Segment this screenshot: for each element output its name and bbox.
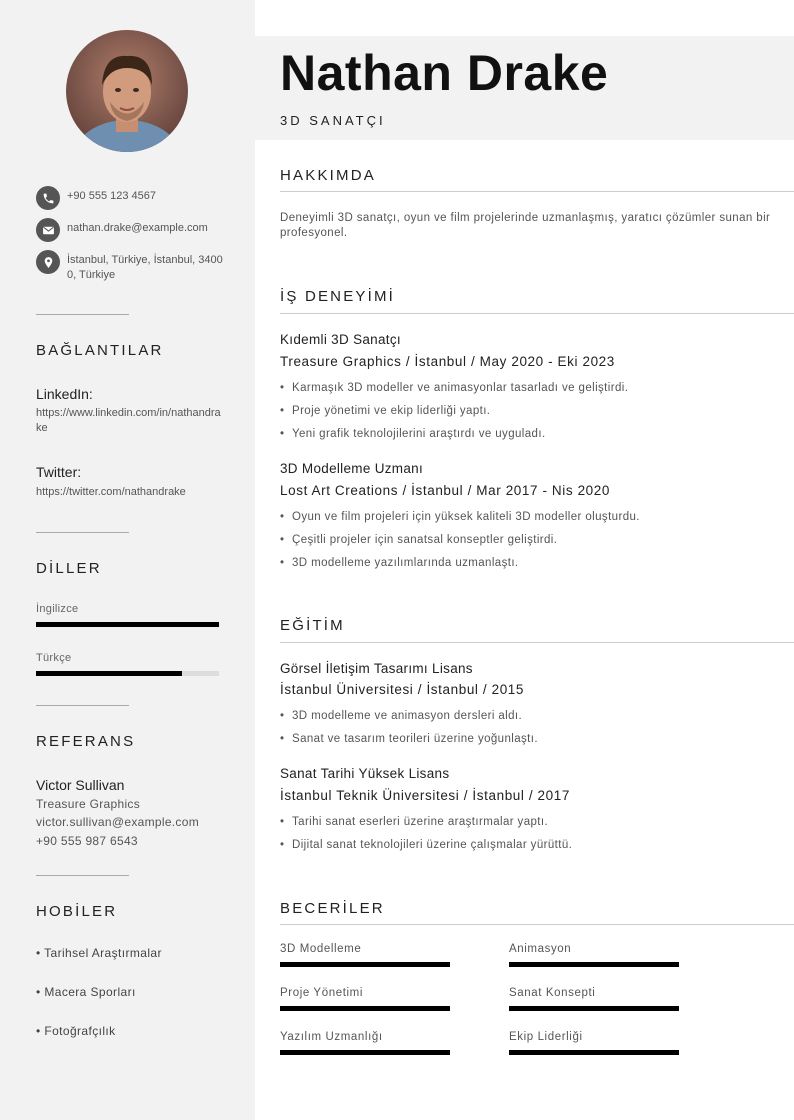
education-heading: EĞİTİM: [280, 617, 345, 634]
avatar: [66, 30, 188, 152]
language-label: İngilizce: [36, 603, 79, 615]
list-item: • Dijital sanat teknolojileri üzerine çalışmalar yürüttü.: [280, 837, 790, 860]
reference-heading: REFERANS: [36, 733, 136, 750]
skill-label: 3D Modelleme: [280, 943, 362, 955]
skill-level-bar: [509, 1006, 679, 1011]
hobby-label: Fotoğrafçılık: [44, 1024, 116, 1038]
linkedin-label: LinkedIn:: [36, 386, 93, 402]
education-title-entry: Görsel İletişim Tasarımı Lisans: [280, 661, 473, 676]
contact-email: [36, 218, 226, 242]
education-bullets: [280, 814, 790, 860]
twitter-label: Twitter:: [36, 464, 82, 480]
skill-level-fill: [280, 1006, 450, 1011]
skill-label: Sanat Konsepti: [509, 987, 596, 999]
hobby-label: Tarihsel Araştırmalar: [44, 946, 162, 960]
list-item: • Karmaşık 3D modeller ve animasyonlar tasarladı ve geliştirdi.: [280, 380, 790, 403]
contact-address: [36, 250, 226, 283]
job-title: 3D SANATÇI: [280, 113, 386, 128]
list-item: • Proje yönetimi ve ekip liderliği yaptı.: [280, 403, 790, 426]
language-level-bar: [36, 671, 219, 676]
education-title-entry: Sanat Tarihi Yüksek Lisans: [280, 766, 450, 781]
skill-level-fill: [509, 962, 679, 967]
address-text: İstanbul, Türkiye, İstanbul, 34000, Türkiye: [67, 254, 223, 281]
job-bullets: [280, 380, 790, 449]
experience-heading: İŞ DENEYİMİ: [280, 288, 396, 305]
skill-level-bar: [509, 962, 679, 967]
list-item: • 3D modelleme yazılımlarında uzmanlaştı.: [280, 555, 790, 578]
job-title-entry: Kıdemli 3D Sanatçı: [280, 332, 401, 347]
skill-level-fill: [280, 962, 450, 967]
education-school-entry: İstanbul Teknik Üniversitesi / İstanbul / 2017: [280, 788, 570, 803]
full-name: Nathan Drake: [280, 45, 609, 101]
job-company-entry: Treasure Graphics / İstanbul / May 2020 - Eki 2023: [280, 354, 615, 369]
section-divider: [280, 924, 794, 925]
hobby-item: • Tarihsel Araştırmalar: [36, 946, 162, 960]
email-text[interactable]: nathan.drake@example.com: [67, 222, 208, 234]
language-level-fill: [36, 671, 182, 676]
reference-phone: +90 555 987 6543: [36, 834, 138, 848]
twitter-link[interactable]: https://twitter.com/nathandrake: [36, 486, 186, 498]
reference-name: Victor Sullivan: [36, 777, 125, 793]
skill-label: Yazılım Uzmanlığı: [280, 1031, 383, 1043]
skill-level-bar: [280, 1006, 450, 1011]
list-item: • Çeşitli projeler için sanatsal konseptler geliştirdi.: [280, 532, 790, 555]
mail-icon: [36, 218, 60, 242]
about-heading: HAKKIMDA: [280, 167, 376, 184]
linkedin-link[interactable]: https://www.linkedin.com/in/nathandrake: [36, 407, 221, 434]
skill-level-fill: [280, 1050, 450, 1055]
skill-level-bar: [280, 1050, 450, 1055]
education-bullets: [280, 708, 790, 754]
contact-phone: [36, 186, 226, 210]
language-level-fill: [36, 622, 219, 627]
avatar-portrait: [66, 30, 188, 152]
hobby-item: • Fotoğrafçılık: [36, 1024, 116, 1038]
section-divider: [280, 642, 794, 643]
section-divider: [280, 191, 794, 192]
reference-company: Treasure Graphics: [36, 797, 141, 811]
skill-label: Ekip Liderliği: [509, 1031, 583, 1043]
language-level-bar: [36, 622, 219, 627]
sidebar-divider: [36, 314, 129, 315]
skill-label: Proje Yönetimi: [280, 987, 363, 999]
skill-level-fill: [509, 1006, 679, 1011]
hobby-label: Macera Sporları: [44, 985, 136, 999]
languages-heading: DİLLER: [36, 560, 102, 577]
reference-email[interactable]: victor.sullivan@example.com: [36, 815, 200, 829]
sidebar-divider: [36, 875, 129, 876]
hobbies-heading: HOBİLER: [36, 903, 118, 920]
section-divider: [280, 313, 794, 314]
job-bullets: [280, 509, 790, 578]
list-item: • 3D modelleme ve animasyon dersleri aldı.: [280, 708, 790, 731]
hobby-item: • Macera Sporları: [36, 985, 136, 999]
job-company-entry: Lost Art Creations / İstanbul / Mar 2017 - Nis 2020: [280, 483, 610, 498]
phone-text: +90 555 123 4567: [67, 190, 157, 202]
skill-level-fill: [509, 1050, 679, 1055]
contact-list: [36, 186, 226, 291]
skills-heading: BECERİLER: [280, 900, 385, 917]
sidebar-divider: [36, 532, 129, 533]
links-heading: BAĞLANTILAR: [36, 342, 164, 359]
sidebar-divider: [36, 705, 129, 706]
list-item: • Oyun ve film projeleri için yüksek kaliteli 3D modeller oluşturdu.: [280, 509, 790, 532]
language-label: Türkçe: [36, 652, 72, 664]
list-item: • Sanat ve tasarım teorileri üzerine yoğunlaştı.: [280, 731, 790, 754]
skill-label: Animasyon: [509, 943, 572, 955]
list-item: • Yeni grafik teknolojilerini araştırdı ve uyguladı.: [280, 426, 790, 449]
education-school-entry: İstanbul Üniversitesi / İstanbul / 2015: [280, 682, 525, 697]
skill-level-bar: [509, 1050, 679, 1055]
list-item: • Tarihi sanat eserleri üzerine araştırmalar yaptı.: [280, 814, 790, 837]
location-pin-icon: [36, 250, 60, 274]
job-title-entry: 3D Modelleme Uzmanı: [280, 461, 424, 476]
skill-level-bar: [280, 962, 450, 967]
phone-icon: [36, 186, 60, 210]
about-text: Deneyimli 3D sanatçı, oyun ve film projelerinde uzmanlaşmış, yaratıcı çözümler sunan bir profesyonel.: [280, 212, 771, 239]
